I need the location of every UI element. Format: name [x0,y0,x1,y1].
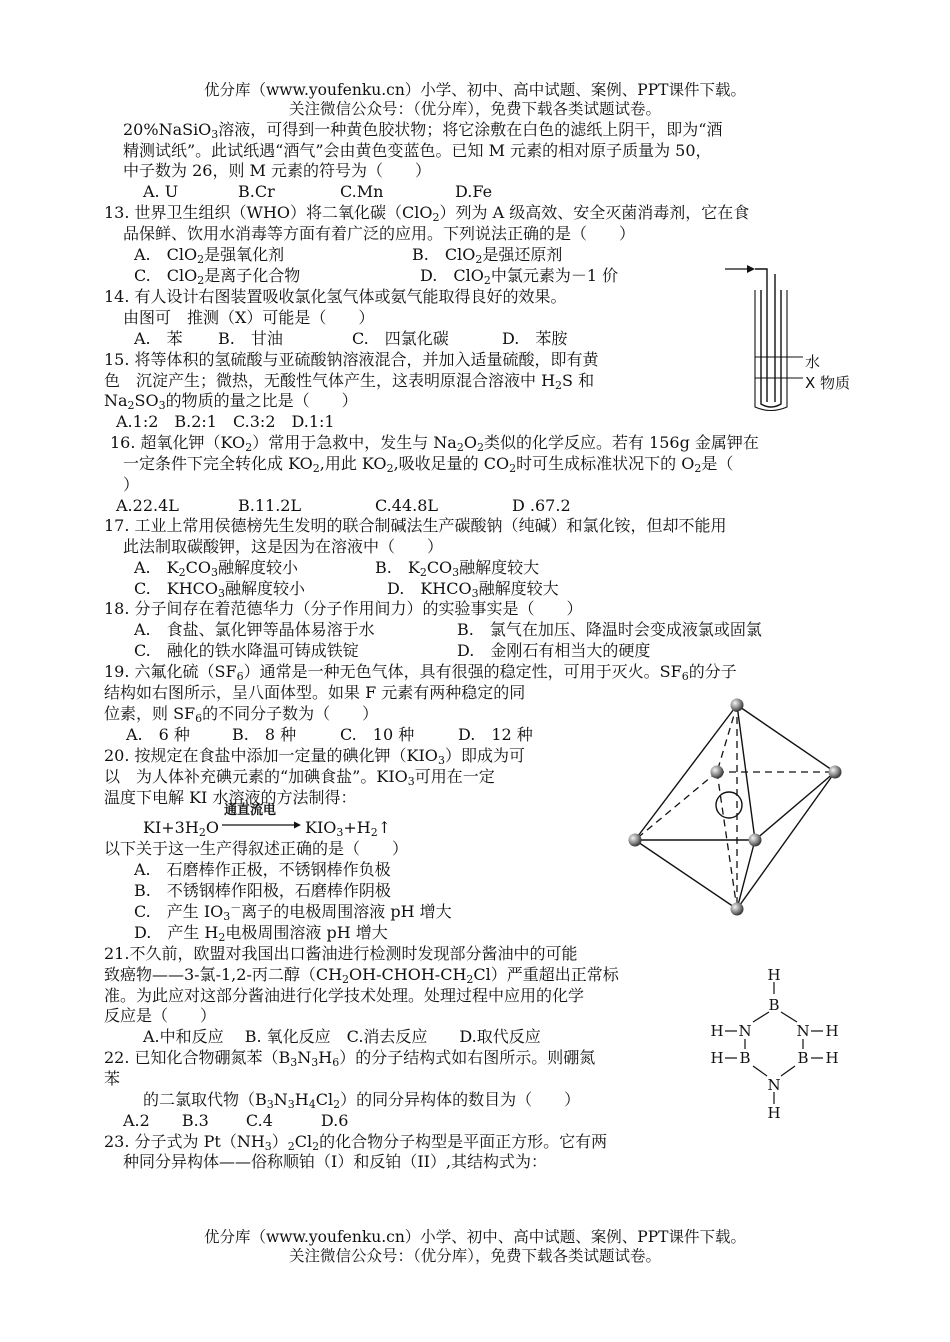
q17-option-d: D. $KHCO_3$融解度较大 [387,579,559,600]
q20-equation-left: $KI+3H_2O$ [143,818,219,839]
page-header-line1: 优分库（www.youfenku.cn）小学、初中、高中试题、案例、PPT课件下载。 [203,81,747,99]
fluorine-atom-back [711,766,724,779]
bond-b-n-upper-right [781,1012,797,1022]
sf6-octahedron-figure [625,695,850,920]
q15-line2: 色 沉淀产生；微热，无酸性气体产生，这表明原混合溶液中 $H_2S$ 和 [104,371,595,392]
q21-line1: 21.不久前，欧盟对我国出口酱油进行检测时发现部分酱油中的可能 [104,944,578,963]
q16-option-b: B.11.2L [238,496,302,515]
q19-line2: 结构如右图所示，呈八面体型。如果 F 元素有两种稳定的同 [104,683,526,702]
q12-line3: 中子数为 26，则 M 元素的符号为（ ） [123,161,432,180]
q20-option-d: D. 产生 $H_2$电极周围溶液 pH 增大 [134,923,388,944]
bond-b-n-lower-right [781,1066,795,1076]
q15-options: A.1:2 B.2:1 C.3:2 D.1:1 [116,412,335,431]
q14-option-a: A. 苯 [134,329,183,348]
q17-line1: 17. 工业上常用侯德榜先生发明的联合制碱法生产碳酸钠（纯碱）和氯化铵，但却不能用 [104,516,727,535]
atom-n: N [767,1076,781,1094]
q13-line2: 品保鲜、饮用水消毒等方面有着广泛的应用。下列说法正确的是（ ） [123,224,636,243]
q19-option-b: B. 8 种 [232,725,297,744]
q16-option-a: A.22.4L [116,496,179,515]
q19-line1: 19. 六氟化硫$(SF_6)$通常是一种无色气体，具有很强的稳定性，可用于灭火。$SF_6$的分子 [104,662,737,683]
outer-test-tube-wall [755,290,787,411]
q20-line4: 以下关于这一生产得叙述正确的是（ ） [104,839,409,858]
edge-top-front [737,705,755,840]
edge-top-back [717,705,737,772]
atom-n: N [738,1022,752,1040]
q17-option-c: C. $KHCO_3$融解度较小 [134,579,306,600]
q21-options: A.中和反应 B. 氧化反应 C.消去反应 D.取代反应 [143,1027,541,1046]
q13-option-c: C. ClO$_2$是离子化合物 [134,266,301,287]
q14-option-c: C. 四氯化碳 [352,329,449,348]
fluorine-atom-right [829,766,842,779]
q18-line1: 18. 分子间存在着范德华力（分子作用间力）的实验事实是（ ） [104,599,583,618]
q16-line3: ） [123,475,140,494]
q16-line2: 一定条件下完全转化成 $KO_2$,用此 $KO_2$,吸收足量的 $CO_2$时可生成标准状况下的 $O_2$是（ [123,454,734,475]
q21-line2: 致癌物——3-氯-1,2-丙二醇$(CH_2OH-CHOH-CH_2Cl)$严重超出正常标 [104,965,619,986]
q18-option-d: D. 金刚石有相当大的硬度 [457,641,651,660]
page-header-line2: 关注微信公众号：（优分库），免费下载各类试题试卷。 [288,100,661,118]
fluorine-atom-front [749,834,762,847]
atom-b: B [768,996,780,1014]
edge-back-left [635,772,717,840]
page-footer-line1: 优分库（www.youfenku.cn）小学、初中、高中试题、案例、PPT课件下载。 [203,1228,747,1246]
inlet-arrowhead [747,265,755,273]
q12-line1: 20%NaSiO$_3$溶液，可得到一种黄色胶状物；将它涂敷在白色的滤纸上阴干，即为“酒 [123,120,723,141]
q14-option-d: D. 苯胺 [502,329,568,348]
q23-line2: 种同分异构体——俗称顺铂（I）和反铂（II）,其结构式为： [123,1152,548,1171]
atom-b: B [739,1049,751,1067]
q17-line2: 此法制取碳酸钾，这是因为在溶液中（ ） [123,537,444,556]
q20-line2: 以 为人体补充碘元素的“加碘食盐”。$KIO_3$可用在一定 [104,767,495,788]
q13-option-d: D. ClO$_2$中氯元素为－1 价 [420,266,619,287]
q16-option-d: D .67.2 [512,496,571,515]
edge-mid-right [755,772,835,840]
q17-option-a: A. $K_2CO_3$融解度较小 [134,558,298,579]
q19-option-c: C. 10 种 [340,725,415,744]
borazine-structure-figure [705,962,855,1122]
q19-option-a: A. 6 种 [126,725,190,744]
q21-line3: 准。为此应对这部分酱油进行化学技术处理。处理过程中应用的化学 [104,986,585,1005]
q13-option-a: A. ClO$_2$是强氧化剂 [134,245,285,266]
fig-label-water: 水 [805,353,821,371]
q13-line1: 13. 世界卫生组织（WHO）将二氧化碳（ClO$_2$）列为 A 级高效、安全灭菌消毒剂，它在食 [104,203,750,224]
q12-option-c: C.Mn [340,182,384,201]
fluorine-atom-bottom [731,903,744,916]
q22-line2: 苯 [104,1069,121,1088]
q14-option-b: B. 甘油 [218,329,283,348]
q20-equation-right: $KIO_3+H_2↑$ [305,818,392,839]
q18-option-c: C. 融化的铁水降温可铸成铁锭 [134,641,359,660]
q13-option-b: B. ClO$_2$是强还原剂 [412,245,563,266]
sulfur-atom-center [716,792,742,818]
atom-n: N [796,1022,810,1040]
q20-line1: 20. 按规定在食盐中添加一定量的碘化钾$(KIO_3)$即成为可 [104,746,525,767]
q20-option-c: C. 产生 $IO_3^-$离子的电极周围溶液 pH 增大 [134,901,452,923]
q19-option-d: D. 12 种 [458,725,533,744]
q14-line1: 14. 有人设计右图装置吸收氯化氢气体或氨气能取得良好的效果。 [104,287,567,306]
atom-h: H [825,1022,839,1040]
edge-bottom-front [737,840,755,909]
q18-option-b: B. 氯气在加压、降温时会变成液氯或固氯 [457,620,762,639]
fluorine-atom-top [731,699,744,712]
q20-option-a: A. 石磨棒作正极，不锈钢棒作负极 [134,860,391,879]
bond-b-n-upper-left [753,1012,769,1022]
q21-line4: 反应是（ ） [104,1006,217,1025]
q20-option-b: B. 不锈钢棒作阳极，石磨棒作阴极 [134,881,391,900]
q19-line3: 位素，则 $SF_6$的不同分子数为（ ） [104,704,379,725]
q14-line2: 由图可 推测（X）可能是（ ） [123,308,375,327]
q12-option-d: D.Fe [455,182,493,201]
q12-option-a: A. U [143,182,179,201]
atom-b: B [797,1049,809,1067]
q23-line1: 23. 分子式为 $Pt(NH_3)_2Cl_2$的化合物分子构型是平面正方形。它有两 [104,1132,608,1153]
q22-line3: 的二氯取代物$(B_3N_3H_4Cl_2)$的同分异构体的数目为（ ） [143,1090,581,1111]
edge-bottom-left [635,840,737,909]
atom-h: H [767,1104,781,1122]
atom-h: H [825,1049,839,1067]
q12-option-b: B.Cr [238,182,275,201]
q20-line3: 温度下电解 KI 水溶液的方法制得： [104,788,357,807]
q20-equation-condition: 通直流电 [224,803,277,818]
q15-line1: 15. 将等体积的氢硫酸与亚硫酸钠溶液混合，并加入适量硫酸，即有黄 [104,350,599,369]
page-footer-line2: 关注微信公众号：（优分库），免费下载各类试题试卷。 [288,1247,661,1265]
fig-label-x-substance: X 物质 [805,374,851,392]
atom-h: H [710,1022,724,1040]
q22-options: A.2 B.3 C.4 D.6 [123,1111,349,1130]
q12-line2: 精测试纸”。此试纸遇“酒气”会由黄色变蓝色。已知 M 元素的相对原子质量为 50， [123,141,712,160]
q16-line1: 16. 超氧化钾$(KO_2)$常用于急救中，发生与 $Na_2O_2$类似的化学反应。若有 156g 金属钾在 [110,433,759,454]
bond-b-n-lower-left [753,1066,767,1076]
edge-top-right [737,705,835,772]
q18-option-a: A. 食盐、氯化钾等晶体易溶于水 [134,620,375,639]
fluorine-atom-left [629,834,642,847]
outer-test-tube [761,290,781,407]
reaction-arrow-icon [222,820,302,830]
q15-line3: $Na_2SO_3$的物质的量之比是（ ） [104,391,358,412]
q16-option-c: C.44.8L [375,496,439,515]
atom-h: H [710,1049,724,1067]
q17-option-b: B. $K_2CO_3$融解度较大 [375,558,540,579]
q22-line1: 22. 已知化合物硼氮苯$(B_3N_3H_6)$的分子结构式如右图所示。则硼氮 [104,1048,596,1069]
atom-h: H [767,966,781,984]
